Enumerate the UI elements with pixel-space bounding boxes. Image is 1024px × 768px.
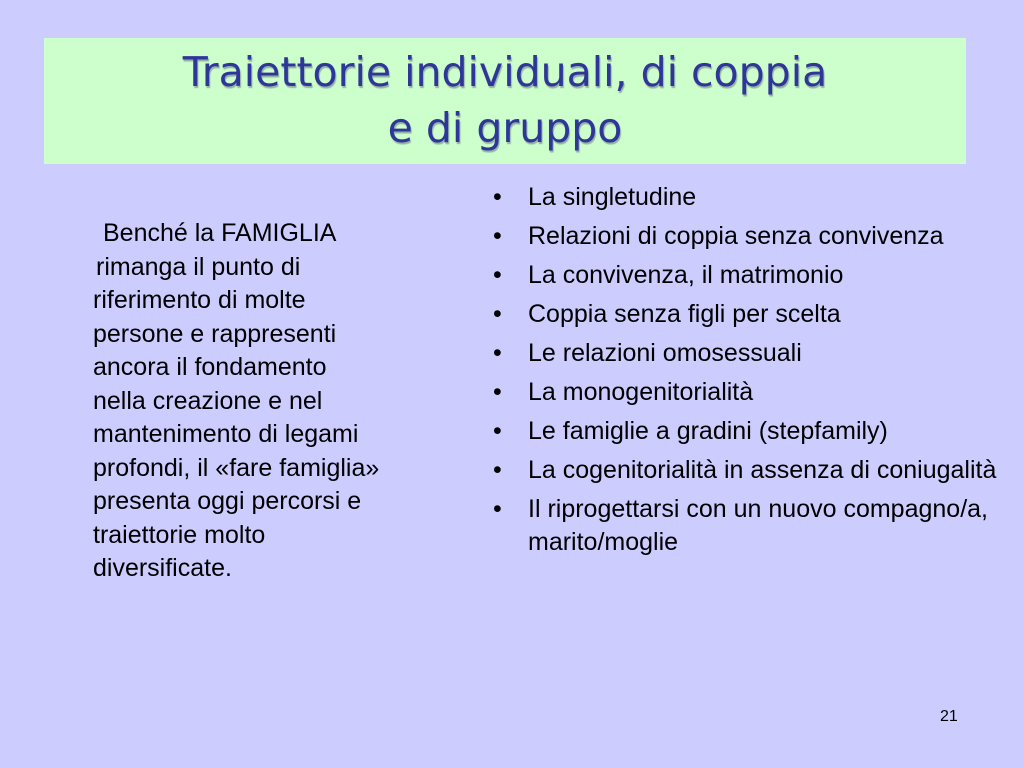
paragraph-line: mantenimento di legami xyxy=(93,420,359,448)
paragraph-line: profondi, il «fare famiglia» xyxy=(93,453,380,482)
bullet-item xyxy=(490,337,1010,370)
paragraph-line: nella creazione e nel xyxy=(93,386,323,415)
intro-paragraph xyxy=(93,217,488,586)
paragraph-line: ancora il fondamento xyxy=(93,353,327,381)
bullet-icon: • xyxy=(493,339,502,367)
bullet-text: Le famiglie a gradini (stepfamily) xyxy=(528,417,888,445)
paragraph-line: Benché la FAMIGLIA xyxy=(103,219,337,247)
bullet-item xyxy=(490,415,1010,448)
bullet-text: Il riprogettarsi con un nuovo compagno/a, marito/moglie xyxy=(528,495,988,556)
bullet-item xyxy=(490,259,1010,292)
bullet-list xyxy=(490,181,1010,565)
paragraph-line: rimanga il punto di xyxy=(96,252,301,281)
bullet-icon: • xyxy=(493,222,502,250)
paragraph-line: presenta oggi percorsi e xyxy=(93,487,362,515)
bullet-icon: • xyxy=(493,417,502,445)
paragraph-line: traiettorie molto xyxy=(93,520,266,549)
bullet-text: La monogenitorialità xyxy=(528,378,754,406)
title-line-1: Traiettorie individuali, di coppia xyxy=(182,48,828,96)
bullet-text: La convivenza, il matrimonio xyxy=(528,261,844,289)
slide-title xyxy=(44,44,966,156)
bullet-item xyxy=(490,298,1010,331)
bullet-icon: • xyxy=(493,378,502,406)
bullet-text: La cogenitorialità in assenza di coniugalità xyxy=(528,456,997,484)
bullet-text: La singletudine xyxy=(528,183,697,211)
title-line-2: e di gruppo xyxy=(387,104,623,152)
bullet-icon: • xyxy=(493,261,502,289)
bullet-text: Le relazioni omosessuali xyxy=(528,339,802,367)
bullet-item xyxy=(490,493,1010,559)
bullet-icon: • xyxy=(493,183,502,211)
bullet-icon: • xyxy=(493,456,502,484)
title-box xyxy=(44,38,966,164)
bullet-item xyxy=(490,220,1010,253)
bullet-text: Coppia senza figli per scelta xyxy=(528,300,841,328)
paragraph-line: riferimento di molte xyxy=(93,286,306,314)
bullet-icon: • xyxy=(493,300,502,328)
bullet-text: Relazioni di coppia senza convivenza xyxy=(528,222,944,250)
bullet-item xyxy=(490,376,1010,409)
paragraph-line: persone e rappresenti xyxy=(93,319,337,348)
page-number: 21 xyxy=(940,708,958,725)
bullet-icon: • xyxy=(493,495,502,523)
bullet-item xyxy=(490,454,1010,487)
paragraph-line: diversificate. xyxy=(93,554,232,582)
bullet-item xyxy=(490,181,1010,214)
